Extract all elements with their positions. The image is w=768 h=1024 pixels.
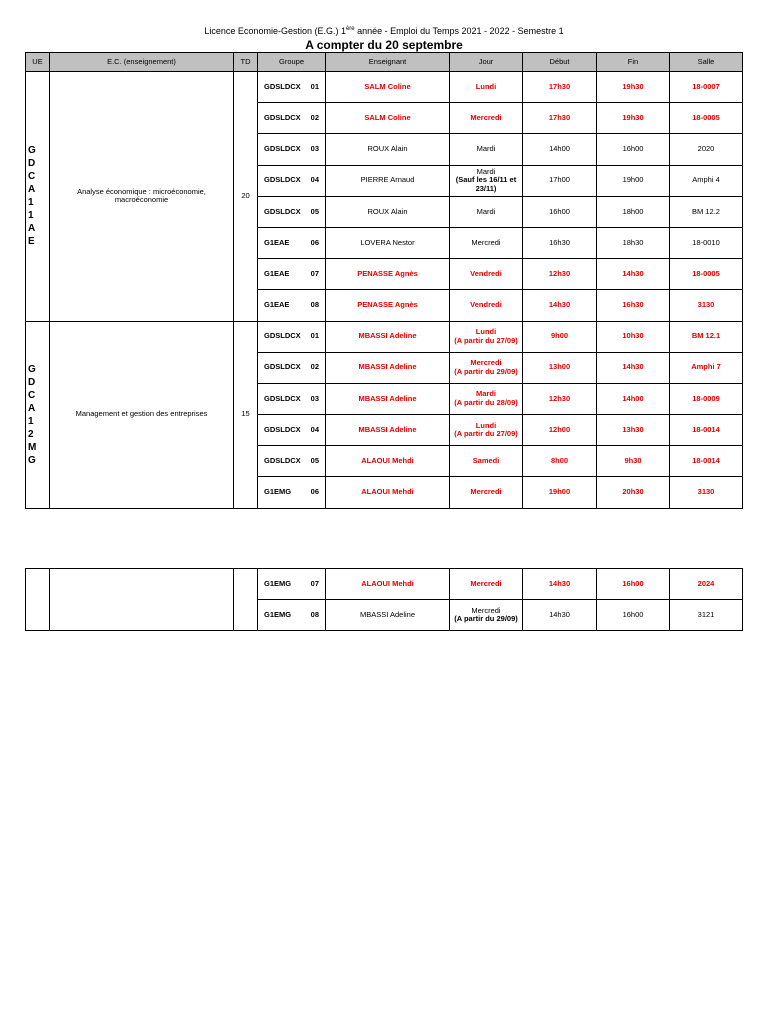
debut-cell: 13h00 [523,352,597,383]
jour-cell [450,165,523,196]
ue-code-letter: D [28,376,36,388]
debut-cell: 17h30 [523,103,597,134]
enseignant-cell: LOVERA Nestor [326,227,450,258]
debut-cell: 14h30 [523,290,597,321]
salle-cell: 3121 [670,600,743,631]
ue-code-letter: A [28,223,36,235]
enseignant-cell: MBASSI Adeline [326,600,450,631]
col-header-ue: UE [26,53,50,72]
jour-note: (A partir du 29/09) [454,366,518,376]
enseignant-cell: MBASSI Adeline [326,352,450,383]
groupe-cell: GDSLDCX [258,321,306,352]
ue-code-letter: 1 [28,210,34,222]
fin-cell: 16h30 [597,290,670,321]
ue-code-letter: 1 [28,197,34,209]
jour-cell [450,383,523,414]
debut-cell: 8h00 [523,446,597,477]
jour-cell [450,72,523,103]
debut-cell: 12h00 [523,415,597,446]
td-count-cell: 15 [234,321,258,508]
salle-cell: Amphi 7 [670,352,743,383]
salle-cell: 18-0009 [670,383,743,414]
groupe-num-cell: 07 [306,259,326,290]
col-header-jour: Jour [450,53,523,72]
fin-cell: 14h00 [597,383,670,414]
jour-day: Mercredi [470,487,502,497]
fin-cell: 19h30 [597,103,670,134]
jour-note: (A partir du 28/09) [454,397,518,407]
table-row [26,321,743,352]
groupe-cell: GDSLDCX [258,352,306,383]
jour-cell [450,415,523,446]
jour-day: Vendredi [470,268,502,278]
groupe-cell: G1EMG [258,569,306,600]
debut-cell: 12h30 [523,383,597,414]
jour-day: Mardi [475,389,496,399]
col-header-enseignant: Enseignant [326,53,450,72]
ec-cell [50,569,234,631]
fin-cell: 10h30 [597,321,670,352]
enseignant-cell: ALAOUI Mehdi [326,569,450,600]
col-header-td: TD [234,53,258,72]
document-subtitle: A compter du 20 septembre [305,38,463,52]
groupe-cell: GDSLDCX [258,415,306,446]
jour-note: (A partir du 27/09) [454,335,518,345]
groupe-num-cell: 08 [306,290,326,321]
salle-cell: 3130 [670,477,743,508]
groupe-cell: G1EMG [258,477,306,508]
jour-day: Mardi [476,206,496,216]
fin-cell: 16h00 [597,569,670,600]
enseignant-cell: PIERRE Arnaud [326,165,450,196]
jour-cell [450,569,523,600]
jour-note: (A partir du 27/09) [454,429,518,439]
enseignant-cell: MBASSI Adeline [326,383,450,414]
groupe-cell: G1EMG [258,600,306,631]
fin-cell: 14h30 [597,259,670,290]
fin-cell: 19h30 [597,72,670,103]
col-header-groupe: Groupe [258,53,326,72]
jour-cell [450,352,523,383]
ue-code-letter: A [28,402,36,414]
debut-cell: 14h30 [523,600,597,631]
debut-cell: 16h00 [523,196,597,227]
salle-cell: 18-0014 [670,415,743,446]
ue-code-letter: 1 [28,415,34,427]
salle-cell: 18-0007 [670,72,743,103]
table-row [26,569,743,600]
jour-day: Mercredi [471,605,501,615]
groupe-cell: G1EAE [258,290,306,321]
enseignant-cell: ALAOUI Mehdi [326,446,450,477]
table-header-row [26,53,743,72]
fin-cell: 14h30 [597,352,670,383]
ue-code-letter: A [28,184,36,196]
groupe-cell: G1EAE [258,227,306,258]
col-header-ec: E.C. (enseignement) [50,53,234,72]
document-title: Licence Economie-Gestion (E.G.) 1ère année - Emploi du Temps 2021 - 2022 - Semestre 1 [204,26,564,36]
fin-cell: 9h30 [597,446,670,477]
schedule-table-continued [25,568,743,631]
salle-cell: 18-0014 [670,446,743,477]
groupe-num-cell: 03 [306,383,326,414]
enseignant-cell: ALAOUI Mehdi [326,477,450,508]
jour-cell [450,321,523,352]
groupe-num-cell: 01 [306,321,326,352]
jour-cell [450,290,523,321]
salle-cell: Amphi 4 [670,165,743,196]
groupe-num-cell: 03 [306,134,326,165]
groupe-num-cell: 06 [306,227,326,258]
enseignant-cell: SALM Coline [326,72,450,103]
jour-cell [450,196,523,227]
ue-code-letter: G [28,454,36,466]
td-count-cell [234,569,258,631]
jour-day: Samedi [472,456,500,466]
jour-note: (Sauf les 16/11 et 23/11) [455,175,517,193]
groupe-cell: GDSLDCX [258,446,306,477]
salle-cell: 18-0010 [670,227,743,258]
groupe-num-cell: 01 [306,72,326,103]
fin-cell: 19h00 [597,165,670,196]
ue-code-cell [26,72,50,322]
jour-cell [450,134,523,165]
jour-day: Lundi [475,326,497,336]
salle-cell: 3130 [670,290,743,321]
groupe-num-cell: 06 [306,477,326,508]
groupe-cell: GDSLDCX [258,134,306,165]
jour-cell [450,103,523,134]
jour-cell [450,477,523,508]
jour-cell [450,227,523,258]
enseignant-cell: MBASSI Adeline [326,415,450,446]
groupe-num-cell: 05 [306,446,326,477]
ue-code-letter: G [28,145,36,157]
groupe-num-cell: 02 [306,352,326,383]
ec-cell: Management et gestion des entreprises [50,321,234,508]
jour-day: Lundi [475,420,497,430]
groupe-cell: GDSLDCX [258,72,306,103]
enseignant-cell: PENASSE Agnès [326,259,450,290]
debut-cell: 17h30 [523,72,597,103]
groupe-num-cell: 08 [306,600,326,631]
ec-cell: Analyse économique : microéconomie, macroéconomie [50,72,234,322]
ue-code-cell [26,569,50,631]
fin-cell: 16h00 [597,134,670,165]
jour-day: Mercredi [470,358,502,368]
jour-cell [450,259,523,290]
groupe-num-cell: 05 [306,196,326,227]
fin-cell: 18h30 [597,227,670,258]
groupe-num-cell: 07 [306,569,326,600]
enseignant-cell: ROUX Alain [326,134,450,165]
ue-code-letter: M [28,441,37,453]
td-count-cell: 20 [234,72,258,322]
enseignant-cell: PENASSE Agnès [326,290,450,321]
ue-code-letter: C [28,389,36,401]
jour-day: Mercredi [471,237,501,247]
col-header-salle: Salle [670,53,743,72]
salle-cell: BM 12.1 [670,321,743,352]
fin-cell: 20h30 [597,477,670,508]
groupe-cell: G1EAE [258,259,306,290]
debut-cell: 17h00 [523,165,597,196]
debut-cell: 14h30 [523,569,597,600]
jour-cell [450,600,523,631]
ue-code-letter: G [28,363,36,375]
groupe-cell: GDSLDCX [258,165,306,196]
ue-code-letter: 2 [28,428,34,440]
ue-code-letter: D [28,158,36,170]
debut-cell: 14h00 [523,134,597,165]
debut-cell: 16h30 [523,227,597,258]
salle-cell: 18-0005 [670,259,743,290]
salle-cell: 2024 [670,569,743,600]
jour-note: (A partir du 29/09) [454,614,518,624]
ue-code-cell [26,321,50,508]
groupe-cell: GDSLDCX [258,196,306,227]
ue-code-letter: E [28,236,35,248]
jour-day: Lundi [475,81,497,91]
groupe-num-cell: 04 [306,415,326,446]
enseignant-cell: MBASSI Adeline [326,321,450,352]
jour-day: Mardi [476,144,496,154]
fin-cell: 18h00 [597,196,670,227]
jour-cell [450,446,523,477]
jour-day: Mardi [476,166,496,176]
groupe-cell: GDSLDCX [258,383,306,414]
schedule-table [25,52,743,509]
groupe-num-cell: 04 [306,165,326,196]
groupe-num-cell: 02 [306,103,326,134]
salle-cell: 2020 [670,134,743,165]
jour-day: Mercredi [470,578,502,588]
table-row [26,72,743,103]
debut-cell: 9h00 [523,321,597,352]
debut-cell: 19h00 [523,477,597,508]
debut-cell: 12h30 [523,259,597,290]
enseignant-cell: ROUX Alain [326,196,450,227]
fin-cell: 16h00 [597,600,670,631]
fin-cell: 13h30 [597,415,670,446]
salle-cell: 18-0005 [670,103,743,134]
groupe-cell: GDSLDCX [258,103,306,134]
jour-day: Mercredi [470,112,502,122]
col-header-debut: Début [523,53,597,72]
enseignant-cell: SALM Coline [326,103,450,134]
jour-day: Vendredi [470,300,502,310]
ue-code-letter: C [28,171,36,183]
salle-cell: BM 12.2 [670,196,743,227]
col-header-fin: Fin [597,53,670,72]
